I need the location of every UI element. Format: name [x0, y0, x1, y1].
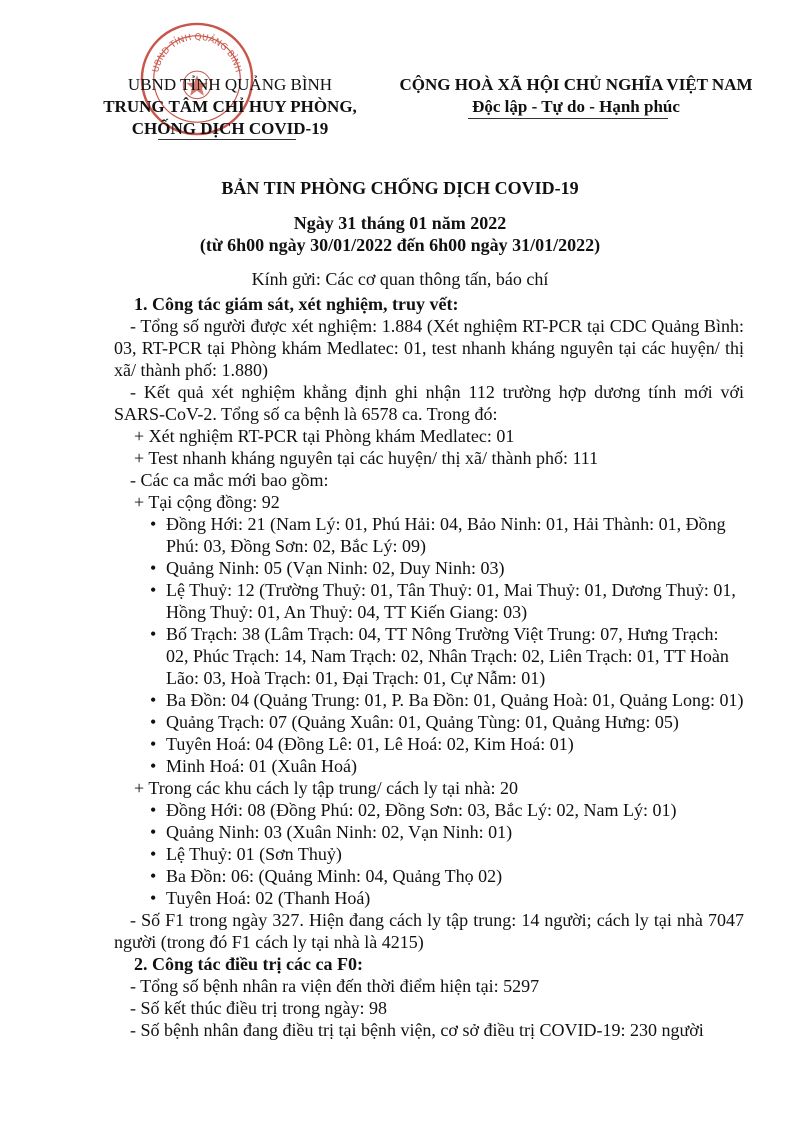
list-item [114, 799, 744, 821]
confirmed-result: - Kết quả xét nghiệm khẳng định ghi nhận 112 trường hợp dương tính mới với SARS-CoV-2. Tổng số ca bệnh là 6578 ca. Trong đó: [114, 382, 744, 424]
national-motto [376, 74, 776, 118]
bullet-icon: • [150, 866, 157, 886]
new-cases-intro: - Các ca mắc mới bao gồm: [130, 470, 329, 490]
bullet-icon: • [150, 514, 157, 534]
list-item-text: Lệ Thuỷ: 01 (Sơn Thuỷ) [166, 844, 342, 864]
section-2-heading: 2. Công tác điều trị các ca F0: [134, 954, 363, 974]
svg-text:UBND TỈNH QUẢNG BÌNH: UBND TỈNH QUẢNG BÌNH [151, 32, 243, 74]
list-item-text: Minh Hoá: 01 (Xuân Hoá) [166, 756, 357, 776]
issuing-authority [80, 74, 380, 140]
f1-summary: - Số F1 trong ngày 327. Hiện đang cách ly tập trung: 14 người; cách ly tại nhà 7047 người (trong đó F1 cách ly tại nhà là 4215) [114, 910, 744, 952]
bulletin-date: Ngày 31 tháng 01 năm 2022 [293, 213, 507, 233]
bullet-icon: • [150, 558, 157, 578]
list-item [114, 755, 744, 777]
authority-line-1: UBND TỈNH QUẢNG BÌNH [127, 75, 333, 94]
list-item-text: Ba Đồn: 06: (Quảng Minh: 04, Quảng Thọ 02) [166, 866, 503, 886]
list-item-text: Bố Trạch: 38 (Lâm Trạch: 04, TT Nông Trường Việt Trung: 07, Hưng Trạch: 02, Phúc Trạch: 14, Nam Trạch: 02, Nhân Trạch: 02, Liên Trạch: 01, TT Hoàn Lão: 03, Hoà Trạch: 01, Đại Trạch: 01, Cự Nẫm: 01) [166, 624, 729, 688]
list-item [114, 887, 744, 909]
authority-underline [158, 139, 296, 140]
bullet-icon: • [150, 800, 157, 820]
list-item [114, 843, 744, 865]
list-item [114, 623, 744, 689]
rapid-test-count: + Test nhanh kháng nguyên tại các huyện/ thị xã/ thành phố: 111 [134, 448, 599, 468]
list-item [114, 689, 744, 711]
bulletin-period: (từ 6h00 ngày 30/01/2022 đến 6h00 ngày 31/01/2022) [199, 235, 601, 255]
list-item [114, 557, 744, 579]
list-item-text: Lệ Thuỷ: 12 (Trường Thuỷ: 01, Tân Thuỷ: 01, Mai Thuỷ: 01, Dương Thuỷ: 01, Hồng Thuỷ: 01, An Thuỷ: 04, TT Kiến Giang: 03) [166, 580, 736, 622]
finished-today-count: - Số kết thúc điều trị trong ngày: 98 [130, 998, 387, 1018]
motto: Độc lập - Tự do - Hạnh phúc [472, 97, 680, 116]
country-name: CỘNG HOÀ XÃ HỘI CHỦ NGHĨA VIỆT NAM [399, 75, 753, 94]
bullet-icon: • [150, 734, 157, 754]
treating-count: - Số bệnh nhân đang điều trị tại bệnh viện, cơ sở điều trị COVID-19: 230 người [130, 1020, 704, 1040]
bullet-icon: • [150, 756, 157, 776]
list-item-text: Quảng Ninh: 03 (Xuân Ninh: 02, Vạn Ninh: 01) [166, 822, 513, 842]
list-item-text: Đồng Hới: 08 (Đồng Phú: 02, Đồng Sơn: 03, Bắc Lý: 02, Nam Lý: 01) [166, 800, 677, 820]
list-item [114, 579, 744, 623]
bullet-icon: • [150, 888, 157, 908]
list-item-text: Tuyên Hoá: 04 (Đồng Lê: 01, Lê Hoá: 02, Kim Hoá: 01) [166, 734, 574, 754]
authority-line-3: CHỐNG DỊCH COVID-19 [131, 119, 329, 138]
bullet-icon: • [150, 844, 157, 864]
list-item-text: Đồng Hới: 21 (Nam Lý: 01, Phú Hải: 04, Bảo Ninh: 01, Hải Thành: 01, Đồng Phú: 03, Đồng Sơn: 02, Bắc Lý: 09) [166, 514, 726, 556]
list-item-text: Tuyên Hoá: 02 (Thanh Hoá) [166, 888, 371, 908]
bullet-icon: • [150, 580, 157, 600]
bullet-icon: • [150, 690, 157, 710]
medlatec-count: + Xét nghiệm RT-PCR tại Phòng khám Medlatec: 01 [134, 426, 515, 446]
motto-underline [468, 118, 668, 119]
bulletin-body [114, 293, 744, 1041]
bulletin-title: BẢN TIN PHÒNG CHỐNG DỊCH COVID-19 [221, 178, 579, 198]
bulletin-heading [0, 176, 800, 290]
list-item [114, 821, 744, 843]
list-item [114, 865, 744, 887]
tested-count: - Tổng số người được xét nghiệm: 1.884 (Xét nghiệm RT-PCR tại CDC Quảng Bình: 03, RT-PCR tại Phòng khám Medlatec: 01, test nhanh kháng nguyên tại các huyện/ thị xã/ thành phố: 1.880) [114, 316, 744, 380]
greeting: Kính gửi: Các cơ quan thông tấn, báo chí [251, 269, 549, 289]
list-item-text: Quảng Trạch: 07 (Quảng Xuân: 01, Quảng Tùng: 01, Quảng Hưng: 05) [166, 712, 679, 732]
list-item-text: Quảng Ninh: 05 (Vạn Ninh: 02, Duy Ninh: 03) [166, 558, 505, 578]
authority-line-2: TRUNG TÂM CHỈ HUY PHÒNG, [103, 97, 357, 116]
discharged-count: - Tổng số bệnh nhân ra viện đến thời điểm hiện tại: 5297 [130, 976, 540, 996]
community-heading: + Tại cộng đồng: 92 [134, 492, 280, 512]
isolation-heading: + Trong các khu cách ly tập trung/ cách ly tại nhà: 20 [134, 778, 519, 798]
list-item [114, 711, 744, 733]
list-item [114, 513, 744, 557]
bullet-icon: • [150, 712, 157, 732]
bullet-icon: • [150, 822, 157, 842]
list-item [114, 733, 744, 755]
bullet-icon: • [150, 624, 157, 644]
section-1-heading: 1. Công tác giám sát, xét nghiệm, truy vết: [134, 294, 459, 314]
list-item-text: Ba Đồn: 04 (Quảng Trung: 01, P. Ba Đồn: 01, Quảng Hoà: 01, Quảng Long: 01) [166, 690, 744, 710]
